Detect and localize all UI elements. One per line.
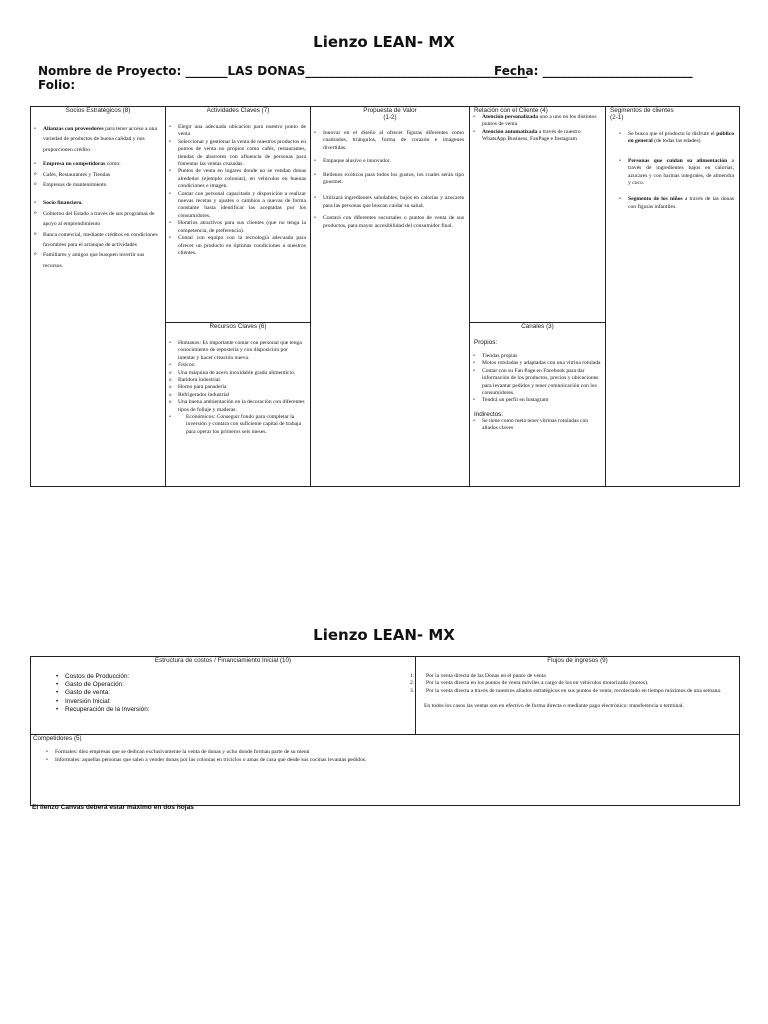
list-item: o Familiares y amigos que busquen invertir sus recursos.: [31, 250, 161, 271]
list-item: • Elegir una adecuada ubicación para nuestro punto de venta: [166, 124, 306, 139]
propuesta-heading-sub: (1-2): [383, 114, 397, 121]
propuesta-heading: Propuesta de Valor: [363, 107, 417, 114]
list-item: o Horno para panadería: [166, 384, 306, 391]
list-item: • Físicos:: [166, 362, 306, 369]
list-item: • Inversión Inicial:: [53, 698, 415, 706]
list-item: o Una buena ambientación en la decoración con diferentes tipos de follaje y maderas.: [166, 399, 306, 414]
recursos-heading: Recursos Claves (6): [209, 323, 267, 330]
relacion-cliente-cell: [469, 106, 606, 323]
list-item: 2. Por la venta directa en los puntos de venta móviles a cargo de los en vehículos motorizado (motos).: [410, 680, 649, 687]
canales-propios-label: Propios:: [474, 339, 498, 346]
list-item: • Tiendas propias: [470, 353, 601, 360]
canales-indirectos-label: Indirectos:: [474, 410, 504, 418]
competidores-heading: Competidores (5): [33, 735, 82, 742]
list-item: • Seleccionar y gestionar la venta de nuestros productos en puntos de venta no propios como cafés, restaurantes, tiendas de abarrotes con afluencia de personas para fomentar las ventas cruzadas.: [166, 139, 306, 169]
list-item: • Económicos: Conseguir fondo para completar la inversión y contara con suficiente capital de trabaja para operar los primeros seis meses.: [166, 414, 306, 436]
canales-propios-list: [470, 353, 605, 405]
recursos-list: [166, 340, 310, 436]
recursos-claves-cell: [165, 322, 311, 487]
list-item: • Innovar en el diseño al ofrecer figuras diferentes como cuadrados, triángulos, forma de corazón e imágenes divertidas.: [311, 130, 464, 152]
list-item: • Recuperación de la Inversión:: [53, 706, 415, 714]
list-item: o Gobierno del Estado a través de sus programas de apoyo al emprendimiento: [31, 209, 161, 230]
flujos-note: En todos los casos las ventas son en efectivo de forma directa o mediante pago electrónico: transferencia o terminal.: [424, 703, 684, 710]
canvas2-title: Lienzo LEAN- MX: [313, 626, 455, 644]
competidores-list: [31, 749, 739, 764]
list-item: • Atención personalizada uno a uno en los distintos puntos de venta: [470, 114, 601, 129]
list-item: o Batidora industrial.: [166, 377, 306, 384]
actividades-heading: Actividades Claves (7): [206, 107, 270, 114]
list-item: • Contar con su Fan Page en Facebook para dar información de los productos, precios y ubicaciones para levantar pedidos y tener comunicación con los consumidores.: [470, 368, 601, 398]
segmentos-list: [606, 131, 739, 211]
competidores-cell: [30, 734, 740, 806]
segmentos-heading: Segmentos de clientes: [610, 107, 674, 114]
relacion-heading: Relación con el Cliente (4): [474, 107, 548, 114]
list-item: • Se tiene como meta tener vitrinas rotuladas con aliados claves: [470, 418, 601, 433]
list-item: • Tendrá un perfil en Instagram: [470, 397, 601, 404]
folio-line: Folio:: [38, 78, 76, 92]
list-item: 3. Por la venta directa a través de nuestros aliados estratégicos en sus puntos de venta, recolectado en tiempo máximos de una semana.: [410, 687, 722, 694]
list-item: • Segmento de los niños a través de las donas con figuras infantiles.: [616, 196, 734, 211]
list-item: o Empresas de mantenimiento: [31, 180, 161, 190]
relacion-list: [470, 114, 605, 144]
list-item: o Refrigerador industrial: [166, 392, 306, 399]
costos-list: [31, 673, 415, 714]
list-item: • Puntos de venta en lugares donde no se vendan donas alrededor (ejemplo colonias), en vehículos en buenas condiciones e imagen.: [166, 168, 306, 190]
canvas-title: Lienzo LEAN- MX: [313, 33, 455, 51]
list-item: • Atención automatizada a través de nuestro WhatsApp Business, FanPage e Instagram: [470, 129, 601, 144]
flujos-heading: Flujos de ingresos (9): [547, 657, 608, 664]
canales-cell: [469, 322, 606, 487]
actividades-list: [166, 124, 310, 257]
list-item: • Utilizará ingredientes saludables, bajos en calorías y azucares para las personas que buscan cuidar su salud.: [311, 195, 464, 210]
list-item: • Informales: aquellas personas que salen a vender donas por las colonias en triciclos o amas de casa que desde sus cocinas levantas pedidos.: [43, 757, 739, 765]
list-item: • Se busca que el producto lo disfrute el público en general (de todas las edades): [616, 131, 734, 146]
segmentos-heading-sub: (2-1): [610, 114, 624, 121]
costos-cell: [30, 656, 416, 735]
propuesta-list: [311, 130, 469, 230]
list-item: • Socio financiero.: [31, 198, 161, 208]
list-item: • Contará con diferentes sucursales o puntos de venta de sus productos, para mayor accesibilidad del consumidor final.: [311, 215, 464, 230]
list-item: • Motos rotuladas y adaptadas con una vitrina rotulada: [470, 360, 601, 367]
canales-indirectos-list: [470, 418, 605, 433]
list-item: • Personas que cuidan su alimentación a través de ingredientes bajos en calorías, azucares y con harinas integrales, de almendra y coco.: [616, 158, 734, 188]
list-item: • Formales: diez empresas que se dedican exclusivamente la venta de donas y ocho donde forman parte de su menú: [43, 749, 739, 757]
flujos-ingresos-cell: [410, 656, 740, 735]
actividades-claves-cell: [165, 106, 311, 323]
list-item: o Banca comercial, mediante créditos en condiciones favorables para el arranque de actividades: [31, 230, 161, 251]
list-item: 1. Por la venta directa de las Donas en el punto de venta: [410, 673, 546, 679]
project-name-line: Nombre de Proyecto: _______LAS DONAS_____________________________________: [38, 64, 528, 78]
flujos-list: [408, 673, 739, 695]
list-item: • Costos de Producción:: [53, 673, 415, 681]
list-item: • Alianzas con proveedores para tener acceso a una variedad de productos de buena calidad y nos proporcionen crédito: [31, 124, 161, 155]
list-item: • Gasto de venta:: [53, 689, 415, 697]
canales-heading: Canales (3): [521, 323, 554, 330]
list-item: • Empresa no competidoras como:: [31, 159, 161, 169]
propuesta-valor-cell: [310, 106, 470, 487]
list-item: • Rellenos exóticos para todos los gustos, los cuales serán tipo gourmet.: [311, 172, 464, 187]
socios-list: [31, 124, 165, 271]
list-item: • Horarios atractivos para sus clientes (que no tenga la competencia, de preferencia).: [166, 220, 306, 235]
socios-heading: Socios Estratégicos (8): [65, 107, 131, 114]
list-item: o Una máquina de acero inoxidable grado alimenticio.: [166, 370, 306, 377]
list-item: o Cafés, Restaurantes y Tiendas: [31, 170, 161, 180]
list-item: • Empaque alusivo e innovador.: [311, 158, 464, 165]
date-line: Fecha: _________________________: [494, 64, 693, 78]
segmentos-clientes-cell: [605, 106, 740, 487]
socios-estrategicos-cell: [30, 106, 166, 487]
list-item: • Gasto de Operación:: [53, 681, 415, 689]
list-item: • Contar con equipo con la tecnología adecuada para ofrecer un producto en óptimas condiciones a nuestros clientes.: [166, 235, 306, 257]
list-item: • Contar con personal capacitado y disposición a realizar nuevas recetas y ajustes o cambios a nuevas de forma constante hasta identificar las aceptadas por los consumidores.: [166, 191, 306, 221]
costos-heading: Estructura de costos / Financiamiento Inicial (10): [154, 657, 292, 664]
footnote: El lienzo Canvas deberá estar máximo en dos hojas: [32, 804, 194, 811]
list-item: • Humanos: Es importante contar con personal que tenga conocimiento de repostería y con disposición por intentar y hacer creación nueva.: [166, 340, 306, 362]
